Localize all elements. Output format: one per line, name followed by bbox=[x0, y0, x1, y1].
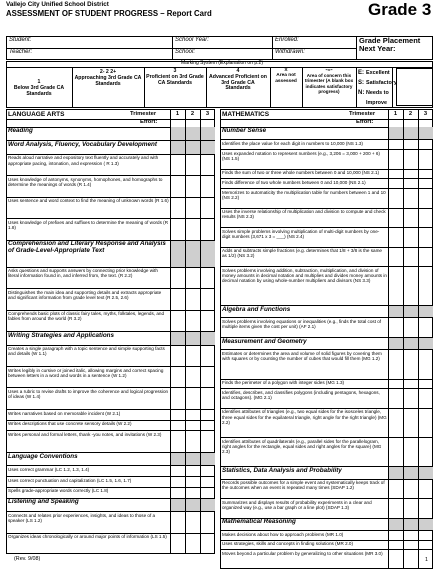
grade-cell-trimester-1[interactable] bbox=[170, 388, 186, 408]
grade-cell-trimester-3 bbox=[418, 306, 433, 317]
left-section-heading bbox=[6, 240, 215, 267]
grade-cell-trimester-3[interactable] bbox=[200, 198, 215, 218]
standard-text: Finds difference of two whole numbers between 0 and 10,000 (NS 2.1) bbox=[222, 179, 366, 185]
grade-cell-trimester-2 bbox=[185, 141, 201, 153]
grade-cell-trimester-1[interactable] bbox=[388, 209, 404, 228]
grade-cell-trimester-3[interactable] bbox=[418, 409, 433, 437]
grade-cell-trimester-1 bbox=[388, 306, 404, 317]
standard-text: Makes decisions about how to approach problems (MR 1.0) bbox=[222, 531, 344, 537]
right-standard-row bbox=[220, 530, 433, 540]
grade-cell-trimester-1[interactable] bbox=[388, 531, 404, 540]
grade-cell-trimester-1[interactable] bbox=[388, 550, 404, 569]
right-standard-row bbox=[220, 227, 433, 247]
grade-cell-trimester-2[interactable] bbox=[185, 388, 201, 408]
grade-cell-trimester-1[interactable] bbox=[170, 311, 186, 331]
grade-cell-trimester-1[interactable] bbox=[170, 410, 186, 420]
right-section-heading bbox=[220, 127, 433, 139]
standard-text: Uses correct punctuation and capitalization (LC 1.5, 1.6, 1.7) bbox=[8, 477, 132, 483]
trimester-column-divider bbox=[418, 109, 419, 127]
left-standard-row bbox=[6, 409, 215, 420]
trimester-column-divider bbox=[185, 109, 186, 127]
grade-cell-trimester-1 bbox=[388, 519, 404, 530]
left-standard-row bbox=[6, 387, 215, 408]
grade-cell-trimester-1 bbox=[388, 127, 404, 139]
code-esn-letters: E: S: N: bbox=[358, 70, 365, 96]
grade-cell-trimester-2 bbox=[403, 306, 419, 317]
grade-cell-trimester-1[interactable] bbox=[170, 431, 186, 451]
right-standard-row bbox=[220, 266, 433, 305]
right-standard-row bbox=[220, 549, 433, 569]
grade-cell-trimester-3 bbox=[200, 141, 215, 153]
code-3: 3 Proficient on 3rd Grade CA Standards bbox=[146, 68, 204, 86]
grade-cell-trimester-1[interactable] bbox=[388, 228, 404, 247]
left-standard-row bbox=[6, 310, 215, 331]
left-section-heading bbox=[6, 498, 215, 511]
grade-cell-trimester-3[interactable] bbox=[418, 150, 433, 169]
grade-cell-trimester-2[interactable] bbox=[403, 228, 419, 247]
standard-text: Finds the perimeter of a polygon with integer sides (MG 1.3) bbox=[222, 380, 345, 386]
grade-cell-trimester-1[interactable] bbox=[170, 466, 186, 476]
grade-cell-trimester-1[interactable] bbox=[170, 219, 186, 239]
mathematics-heading: MATHEMATICS bbox=[222, 111, 270, 118]
right-standard-row bbox=[220, 498, 433, 518]
grade-cell-trimester-3[interactable] bbox=[418, 438, 433, 466]
standard-text: Uses the inverse relationship of multiplication and division to compute and check results (NS 2.3) bbox=[222, 209, 386, 220]
grade-cell-trimester-2[interactable] bbox=[185, 289, 201, 309]
grade-cell-trimester-3[interactable] bbox=[200, 219, 215, 239]
district-name: Vallejo City Unified School District bbox=[6, 1, 109, 8]
grade-cell-trimester-2[interactable] bbox=[403, 541, 419, 550]
standard-text: Uses correct grammar (LC 1.2, 1.3, 1.4) bbox=[8, 466, 90, 472]
grade-cell-trimester-2[interactable] bbox=[403, 267, 419, 305]
section-title: Statistics, Data Analysis and Probability bbox=[222, 467, 342, 475]
grade-cell-trimester-1[interactable] bbox=[388, 438, 404, 466]
grade-cell-trimester-1[interactable] bbox=[170, 488, 186, 498]
grade-cell-trimester-2[interactable] bbox=[185, 488, 201, 498]
grade-cell-trimester-3[interactable] bbox=[200, 388, 215, 408]
standard-text: Uses expanded notation to represent numbers (e.g., 3,206 = 3,000 + 200 + 6) (NS 1.5) bbox=[222, 150, 380, 161]
grade-cell-trimester-2[interactable] bbox=[185, 512, 201, 532]
grade-cell-trimester-3[interactable] bbox=[418, 531, 433, 540]
left-standard-row bbox=[6, 430, 215, 451]
grade-cell-trimester-2[interactable] bbox=[403, 189, 419, 208]
grade-cell-trimester-3 bbox=[418, 467, 433, 478]
school-year-field[interactable]: School Year: bbox=[175, 37, 209, 43]
standard-text: Writes narratives based on memorable incident (W 2.1) bbox=[8, 410, 121, 416]
grade-cell-trimester-3[interactable] bbox=[418, 541, 433, 550]
revision-note: (Rev. 9/08) bbox=[14, 556, 41, 562]
left-section-heading bbox=[6, 127, 215, 140]
grade-cell-trimester-1[interactable] bbox=[388, 189, 404, 208]
left-standard-row bbox=[6, 366, 215, 387]
section-title: Writing Strategies and Applications bbox=[8, 331, 115, 339]
standard-text: Uses a rubric to revise drafts to improve the coherence and logical progression of ideas (W 1.4) bbox=[8, 389, 169, 400]
grade-cell-trimester-2 bbox=[185, 332, 201, 344]
grade-cell-trimester-3[interactable] bbox=[200, 421, 215, 431]
standard-text: Solves problems involving addition, subtraction, multiplication, and division of money amounts in decimal notation and multiplies and divides money amounts in decimal notation by using whole-number multipliers and divisors (NS 3.3) bbox=[222, 267, 387, 284]
grade-cell-trimester-3[interactable] bbox=[200, 311, 215, 331]
grade-cell-trimester-1[interactable] bbox=[388, 499, 404, 518]
la-tri-3: 3 bbox=[205, 111, 210, 117]
la-tri-1: 1 bbox=[175, 111, 180, 117]
code-2: 2- 2 2+ Approaching 3rd Grade CA Standards bbox=[74, 69, 142, 87]
section-title: Number Sense bbox=[222, 127, 267, 134]
grade-cell-trimester-2[interactable] bbox=[403, 438, 419, 466]
grade-cell-trimester-2[interactable] bbox=[403, 170, 419, 179]
grade-cell-trimester-2 bbox=[403, 338, 419, 349]
standard-text: Records possible outcomes for a simple event and systematically keeps track of the outcomes when an event is repeated many times (SDAP 1.2) bbox=[222, 480, 385, 491]
grade-cell-trimester-1 bbox=[170, 499, 186, 511]
grade-cell-trimester-2[interactable] bbox=[403, 499, 419, 518]
page-number: 1 bbox=[425, 557, 428, 563]
grade-cell-trimester-3[interactable] bbox=[418, 248, 433, 267]
report-title: ASSESSMENT OF STUDENT PROGRESS – Report Card bbox=[6, 9, 212, 18]
grade-cell-trimester-3 bbox=[200, 241, 215, 267]
right-standard-row bbox=[220, 388, 433, 408]
grade-cell-trimester-3[interactable] bbox=[418, 170, 433, 179]
grade-cell-trimester-2[interactable] bbox=[403, 140, 419, 149]
standard-text: Estimates or determines the area and volume of solid figures by covering them with squares or by counting the number of cubes that would fill them (MG 1.2) bbox=[222, 350, 382, 362]
right-section-heading bbox=[220, 305, 433, 317]
school-field[interactable]: School: bbox=[175, 49, 196, 55]
standard-text: Spells grade-appropriate words correctly (LC 1.8) bbox=[8, 488, 109, 494]
code-concern: "^" Area of concern this trimester (A blank box indicates satisfactory progress) bbox=[304, 68, 354, 94]
left-standard-row bbox=[6, 476, 215, 487]
grade-cell-trimester-3[interactable] bbox=[418, 228, 433, 247]
left-standard-row bbox=[6, 345, 215, 366]
grade-cell-trimester-3 bbox=[418, 338, 433, 349]
right-standard-row bbox=[220, 139, 433, 149]
grade-cell-trimester-2[interactable] bbox=[185, 311, 201, 331]
grade-cell-trimester-1[interactable] bbox=[388, 267, 404, 305]
grade-cell-trimester-1[interactable] bbox=[388, 350, 404, 378]
grade-cell-trimester-1[interactable] bbox=[388, 150, 404, 169]
mathematics-rows bbox=[220, 127, 433, 569]
grade-cell-trimester-3[interactable] bbox=[418, 480, 433, 499]
standard-text: Organizes ideas chronologically or around major points of information (LS 1.5) bbox=[8, 534, 167, 540]
grade-cell-trimester-2[interactable] bbox=[403, 318, 419, 337]
grade-cell-trimester-3 bbox=[200, 127, 215, 140]
grade-cell-trimester-2 bbox=[185, 127, 201, 140]
grade-cell-trimester-2[interactable] bbox=[185, 466, 201, 476]
right-standard-row bbox=[220, 408, 433, 437]
right-standard-row bbox=[220, 149, 433, 169]
standard-text: Connects and relates prior experiences, insights, and ideas to those of a speaker (LS 1.2) bbox=[8, 512, 156, 523]
grade-cell-trimester-1[interactable] bbox=[170, 176, 186, 196]
grade-cell-trimester-2 bbox=[403, 519, 419, 530]
grade-cell-trimester-1[interactable] bbox=[170, 155, 186, 175]
grade-cell-trimester-2 bbox=[185, 453, 201, 465]
grade-cell-trimester-3[interactable] bbox=[418, 499, 433, 518]
standard-text: Solves simple problems involving multiplication of multi-digit numbers by one-digit numbers (3,671 x 3 = ___) (NS 2.4) bbox=[222, 228, 380, 239]
right-standard-row bbox=[220, 188, 433, 208]
teacher-field[interactable]: Teacher: bbox=[9, 49, 33, 55]
grade-cell-trimester-3 bbox=[200, 332, 215, 344]
grade-label: Grade 3 bbox=[368, 0, 432, 19]
grade-cell-trimester-1 bbox=[388, 338, 404, 349]
grade-cell-trimester-1[interactable] bbox=[388, 318, 404, 337]
code-4: 4 Advanced Proficient on 3rd Grade CA Standards bbox=[209, 68, 267, 92]
grade-cell-trimester-2[interactable] bbox=[185, 176, 201, 196]
grade-cell-trimester-3[interactable] bbox=[200, 155, 215, 175]
left-standard-row bbox=[6, 465, 215, 476]
left-section-heading bbox=[6, 331, 215, 344]
grade-cell-trimester-2[interactable] bbox=[403, 248, 419, 267]
standard-text: Reads aloud narrative and expository text fluently and accurately and with appropriate pacing, intonation, and expression ( R 1.3) bbox=[8, 155, 159, 166]
grade-cell-trimester-3[interactable] bbox=[200, 431, 215, 451]
left-standard-row bbox=[6, 533, 215, 554]
grade-cell-trimester-2[interactable] bbox=[403, 550, 419, 569]
grade-cell-trimester-3[interactable] bbox=[200, 289, 215, 309]
grade-cell-trimester-2[interactable] bbox=[403, 350, 419, 378]
grade-cell-trimester-3[interactable] bbox=[200, 488, 215, 498]
right-section-heading bbox=[220, 337, 433, 349]
math-tri-3: 3 bbox=[423, 111, 428, 117]
standard-text: Distinguishes the main idea and supporting details and extracts appropriate and significant information from grade level text (R 2.5, 2.6) bbox=[8, 289, 162, 300]
section-title: Language Conventions bbox=[8, 452, 78, 460]
code-1: 1 Below 3rd Grade CA Standards bbox=[13, 79, 65, 97]
standard-text: Finds the sum of two or three whole numbers between 0 and 10,000 (NS 2.1) bbox=[222, 170, 380, 176]
standard-text: Comprehends basic plots of classic fairy tales, myths, folktales, legends, and fables from around the world (R 3.2) bbox=[8, 311, 165, 322]
right-standard-row bbox=[220, 178, 433, 188]
grade-cell-trimester-3 bbox=[418, 127, 433, 139]
grade-cell-trimester-2[interactable] bbox=[403, 480, 419, 499]
right-standard-row bbox=[220, 349, 433, 378]
grade-cell-trimester-1 bbox=[170, 453, 186, 465]
grade-cell-trimester-3[interactable] bbox=[418, 318, 433, 337]
right-standard-row bbox=[220, 379, 433, 389]
grade-cell-trimester-2[interactable] bbox=[185, 155, 201, 175]
enrolled-field[interactable]: Enrolled: bbox=[275, 37, 299, 43]
grade-cell-trimester-1[interactable] bbox=[170, 534, 186, 554]
standard-text: Identifies attributes of triangles (e.g., two equal sides for the isosceles triangle, three equal sides for the equilateral triangle, right angle for the right triangle) (MG 2.2) bbox=[222, 409, 387, 425]
grade-cell-trimester-1[interactable] bbox=[388, 248, 404, 267]
left-standard-row bbox=[6, 197, 215, 218]
marking-caption: Marking System (Explanation on p.2) bbox=[181, 60, 263, 66]
grade-cell-trimester-3[interactable] bbox=[418, 350, 433, 378]
grade-cell-trimester-2[interactable] bbox=[403, 409, 419, 437]
grade-cell-trimester-1 bbox=[170, 241, 186, 267]
left-standard-row bbox=[6, 175, 215, 196]
standard-text: Writes legibly in cursive or joined italic, allowing margins and correct spacing between letters in a word and words in a sentence (W 1.2) bbox=[8, 367, 164, 378]
right-standard-row bbox=[220, 208, 433, 228]
grade-cell-trimester-1[interactable] bbox=[388, 170, 404, 179]
grade-cell-trimester-3[interactable] bbox=[200, 477, 215, 487]
grade-cell-trimester-3[interactable] bbox=[200, 534, 215, 554]
grade-cell-trimester-3[interactable] bbox=[418, 380, 433, 389]
right-section-heading bbox=[220, 518, 433, 530]
trimester-column-divider bbox=[388, 109, 389, 127]
grade-cell-trimester-1[interactable] bbox=[388, 541, 404, 550]
section-title: Algebra and Functions bbox=[222, 305, 291, 313]
standard-text: Solves problems involving equations or inequalities (e.g., finds the total cost of multiple items given the cost per unit) (AF 2.1) bbox=[222, 319, 382, 330]
grade-cell-trimester-2 bbox=[185, 499, 201, 511]
standard-text: Uses sentence and word context to find the meaning of unknown words (R 1.6) bbox=[8, 198, 169, 204]
grade-cell-trimester-2[interactable] bbox=[185, 410, 201, 420]
grade-cell-trimester-2[interactable] bbox=[185, 477, 201, 487]
left-standard-row bbox=[6, 487, 215, 498]
grade-cell-trimester-2[interactable] bbox=[185, 431, 201, 451]
right-standard-row bbox=[220, 317, 433, 337]
grade-cell-trimester-3[interactable] bbox=[418, 179, 433, 188]
student-field[interactable]: Student: bbox=[9, 37, 32, 43]
grade-cell-trimester-1[interactable] bbox=[170, 268, 186, 288]
withdrawn-field[interactable]: Withdrawn: bbox=[275, 49, 305, 55]
left-standard-row bbox=[6, 267, 215, 288]
grade-cell-trimester-2[interactable] bbox=[403, 380, 419, 389]
grade-cell-trimester-2[interactable] bbox=[185, 534, 201, 554]
math-tri-2: 2 bbox=[408, 111, 413, 117]
grade-cell-trimester-1[interactable] bbox=[388, 380, 404, 389]
grade-cell-trimester-1[interactable] bbox=[388, 140, 404, 149]
section-title: Measurement and Geometry bbox=[222, 337, 307, 345]
trimester-column-divider bbox=[170, 109, 171, 127]
standard-text: Asks questions and supports answers by connecting prior knowledge with literal information found in, and inferred from, the text. (R 2.2) bbox=[8, 268, 158, 279]
grade-cell-trimester-3 bbox=[200, 453, 215, 465]
standard-text: Writes descriptions that use concrete sensory details (W 2.2) bbox=[8, 421, 132, 427]
code-x: X Area not assessed bbox=[275, 68, 297, 84]
grade-cell-trimester-3 bbox=[200, 499, 215, 511]
section-title: Comprehension and Literary Response and Analysis of Grade-Level-Appropriate Text bbox=[8, 240, 166, 254]
grade-cell-trimester-3[interactable] bbox=[200, 268, 215, 288]
standard-text: Uses strategies, skills and concepts in finding solutions (MR 2.0) bbox=[222, 541, 353, 547]
grade-cell-trimester-3[interactable] bbox=[418, 140, 433, 149]
grade-cell-trimester-2 bbox=[403, 467, 419, 478]
right-standard-row bbox=[220, 437, 433, 466]
grade-cell-trimester-3[interactable] bbox=[200, 512, 215, 532]
grade-cell-trimester-1[interactable] bbox=[388, 389, 404, 408]
left-standard-row bbox=[6, 218, 215, 239]
grade-cell-trimester-3[interactable] bbox=[200, 367, 215, 387]
left-section-heading bbox=[6, 140, 215, 153]
left-standard-row bbox=[6, 154, 215, 175]
la-effort-label: Effort: bbox=[140, 119, 158, 125]
right-standard-row bbox=[220, 540, 433, 550]
grade-cell-trimester-3[interactable] bbox=[200, 410, 215, 420]
section-title: Reading bbox=[8, 127, 33, 134]
left-standard-row bbox=[6, 511, 215, 532]
grade-cell-trimester-2 bbox=[403, 127, 419, 139]
grade-cell-trimester-2[interactable] bbox=[185, 421, 201, 431]
grade-cell-trimester-1[interactable] bbox=[170, 512, 186, 532]
standard-text: Moves beyond a particular problem by generalizing to other situations (MR 3.0) bbox=[222, 551, 383, 557]
right-standard-row bbox=[220, 479, 433, 499]
section-title: Mathematical Reasoning bbox=[222, 518, 296, 526]
code-esn-labels: Excellent Satisfactory Needs to Improve bbox=[366, 70, 397, 106]
grade-cell-trimester-1[interactable] bbox=[388, 409, 404, 437]
grade-cell-trimester-1[interactable] bbox=[170, 289, 186, 309]
grade-cell-trimester-3[interactable] bbox=[200, 466, 215, 476]
grade-cell-trimester-1 bbox=[170, 332, 186, 344]
standard-text: Adds and subtracts simple fractions (e.g. determines that 1/8 + 3/8 is the same as 1/2) (NS 3.2) bbox=[222, 248, 382, 259]
grade-cell-trimester-1[interactable] bbox=[170, 477, 186, 487]
standard-text: Memorizes to automaticity the multiplication table for numbers between 1 and 10 (NS 2.2) bbox=[222, 189, 386, 200]
grade-cell-trimester-2[interactable] bbox=[185, 367, 201, 387]
grade-cell-trimester-1[interactable] bbox=[170, 367, 186, 387]
section-title: Word Analysis, Fluency, Vocabulary Development bbox=[8, 141, 157, 149]
language-arts-heading: LANGUAGE ARTS bbox=[8, 111, 65, 118]
left-section-heading bbox=[6, 452, 215, 465]
la-tri-2: 2 bbox=[190, 111, 195, 117]
language-arts-rows bbox=[6, 127, 215, 554]
grade-cell-trimester-2[interactable] bbox=[185, 346, 201, 366]
grade-cell-trimester-1[interactable] bbox=[170, 198, 186, 218]
grade-cell-trimester-3[interactable] bbox=[418, 209, 433, 228]
grade-cell-trimester-2[interactable] bbox=[185, 198, 201, 218]
grade-cell-trimester-1[interactable] bbox=[388, 179, 404, 188]
grade-cell-trimester-1 bbox=[170, 127, 186, 140]
effort-key-box bbox=[396, 68, 433, 106]
la-trimester-label: Trimester bbox=[130, 111, 157, 117]
grade-cell-trimester-1[interactable] bbox=[170, 346, 186, 366]
standard-text: Creates a single paragraph with a topic sentence and simple supporting facts and details (W 1.1) bbox=[8, 346, 165, 357]
grade-cell-trimester-2 bbox=[185, 241, 201, 267]
standard-text: Writes personal and formal letters, thank -you notes, and invitations (W 2.3) bbox=[8, 432, 162, 438]
grade-cell-trimester-1[interactable] bbox=[170, 421, 186, 431]
grade-cell-trimester-3[interactable] bbox=[200, 346, 215, 366]
grade-cell-trimester-3[interactable] bbox=[418, 389, 433, 408]
grade-cell-trimester-2[interactable] bbox=[403, 150, 419, 169]
math-tri-1: 1 bbox=[393, 111, 398, 117]
grade-cell-trimester-2[interactable] bbox=[403, 209, 419, 228]
grade-cell-trimester-1 bbox=[388, 467, 404, 478]
grade-cell-trimester-2[interactable] bbox=[403, 531, 419, 540]
standard-text: Uses knowledge of prefixes and suffixes to determine the meaning of words (R 1.8) bbox=[8, 219, 169, 231]
grade-cell-trimester-3[interactable] bbox=[418, 189, 433, 208]
right-standard-row bbox=[220, 247, 433, 267]
standard-text: Uses knowledge of antonyms, synonyms, homophones, and homographs to determine the meanings of words (R 1.4) bbox=[8, 176, 163, 188]
right-section-heading bbox=[220, 466, 433, 478]
standard-text: Identifies attributes of quadrilaterals (e.g., parallel sides for the parallelogram, right angles for the rectangle, equal sides and right angles for the square) (MG 2.3) bbox=[222, 438, 382, 455]
standard-text: Summarizes and displays results of probability experiments in a clear and organized way (e.g., use a bar graph or a line plot) (SDAP 1.3) bbox=[222, 499, 372, 510]
math-effort-label: Effort: bbox=[356, 119, 374, 125]
grade-cell-trimester-2[interactable] bbox=[185, 268, 201, 288]
section-title: Listening and Speaking bbox=[8, 498, 79, 506]
grade-cell-trimester-1[interactable] bbox=[388, 480, 404, 499]
standard-text: Identifies, describes, and classifies polygons (including pentagons, hexagons, and octagons). (MG 2.1) bbox=[222, 389, 380, 401]
grade-cell-trimester-1 bbox=[170, 141, 186, 153]
grade-cell-trimester-3[interactable] bbox=[418, 267, 433, 305]
left-standard-row bbox=[6, 420, 215, 431]
trimester-column-divider bbox=[403, 109, 404, 127]
grade-cell-trimester-2[interactable] bbox=[403, 389, 419, 408]
left-standard-row bbox=[6, 288, 215, 309]
grade-placement: Grade Placement Next Year: bbox=[359, 36, 421, 53]
grade-cell-trimester-2[interactable] bbox=[185, 219, 201, 239]
grade-cell-trimester-2[interactable] bbox=[403, 179, 419, 188]
math-trimester-label: Trimester bbox=[349, 111, 376, 117]
right-standard-row bbox=[220, 169, 433, 179]
standard-text: Identifies the place value for each digit in numbers to 10,000 (NS 1.3) bbox=[222, 140, 363, 146]
grade-cell-trimester-3[interactable] bbox=[200, 176, 215, 196]
trimester-column-divider bbox=[200, 109, 201, 127]
grade-cell-trimester-3 bbox=[418, 519, 433, 530]
